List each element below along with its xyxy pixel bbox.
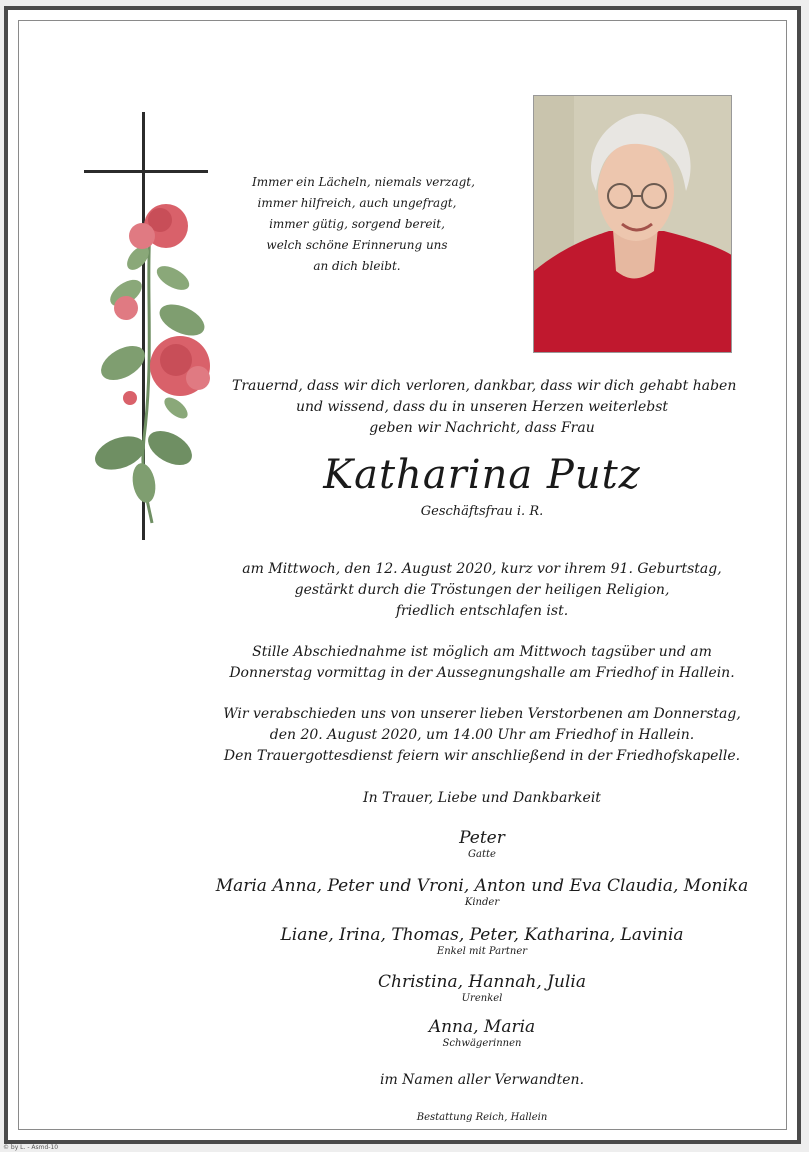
family-role: Kinder xyxy=(464,897,500,908)
portrait-photo xyxy=(533,95,732,353)
cross-with-roses-illustration xyxy=(78,108,228,544)
service-line: den 20. August 2020, um 14.00 Uhr am Friedhof in Hallein. xyxy=(269,727,695,743)
family-group-sisters-in-law xyxy=(212,1016,752,1050)
poem-line: an dich bleibt. xyxy=(313,259,401,273)
family-names: Christina, Hannah, Julia xyxy=(378,972,586,992)
viewing-line: Stille Abschiednahme ist möglich am Mittwoch tagsüber und am xyxy=(252,644,712,660)
poem-line: Immer ein Lächeln, niemals verzagt, xyxy=(252,175,475,189)
death-notice-line: friedlich entschlafen ist. xyxy=(395,603,569,619)
family-names: Maria Anna, Peter und Vroni, Anton und Eva Claudia, Monika xyxy=(215,876,749,896)
death-notice xyxy=(212,559,752,622)
family-role: Gatte xyxy=(468,849,496,860)
family-role: Enkel mit Partner xyxy=(436,946,528,957)
intro-line: und wissend, dass du in unseren Herzen weiterlebst xyxy=(295,399,669,415)
family-role: Schwägerinnen xyxy=(442,1038,522,1049)
viewing-info xyxy=(212,642,752,684)
poem-line: welch schöne Erinnerung uns xyxy=(266,238,448,252)
family-names: Liane, Irina, Thomas, Peter, Katharina, Lavinia xyxy=(280,925,684,945)
family-names: Anna, Maria xyxy=(428,1017,536,1037)
service-line: Wir verabschieden uns von unserer lieben Verstorbenen am Donnerstag, xyxy=(223,706,741,722)
family-group-children xyxy=(192,875,772,909)
viewing-line: Donnerstag vormittag in der Aussegnungshalle am Friedhof in Hallein. xyxy=(229,665,735,681)
deceased-occupation: Geschäftsfrau i. R. xyxy=(420,504,544,519)
family-names: Peter xyxy=(459,828,505,848)
service-info xyxy=(212,704,752,767)
family-group-grandchildren xyxy=(212,924,752,958)
undertaker-credit: Bestattung Reich, Hallein xyxy=(416,1112,548,1123)
poem-line: immer hilfreich, auch ungefragt, xyxy=(257,196,457,210)
memorial-poem xyxy=(252,172,475,277)
intro-line: geben wir Nachricht, dass Frau xyxy=(369,420,595,436)
death-notice-line: gestärkt durch die Tröstungen der heiligen Religion, xyxy=(294,582,670,598)
poem-line: immer gütig, sorgend bereit, xyxy=(269,217,445,231)
family-group-spouse xyxy=(212,827,752,861)
intro-line: Trauernd, dass wir dich verloren, dankbar, dass wir dich gehabt haben xyxy=(232,378,737,394)
closing-line: im Namen aller Verwandten. xyxy=(379,1072,585,1088)
service-line: Den Trauergottesdienst feiern wir anschließend in der Friedhofskapelle. xyxy=(223,748,741,764)
family-role: Urenkel xyxy=(461,993,503,1004)
print-code: © by L. - Asmd-10 xyxy=(3,1144,59,1151)
death-notice-line: am Mittwoch, den 12. August 2020, kurz vor ihrem 91. Geburtstag, xyxy=(242,561,722,577)
deceased-name: Katharina Putz xyxy=(323,452,641,498)
intro-text xyxy=(232,376,737,439)
family-group-great-grandchildren xyxy=(212,971,752,1005)
mourning-line: In Trauer, Liebe und Dankbarkeit xyxy=(363,790,601,806)
